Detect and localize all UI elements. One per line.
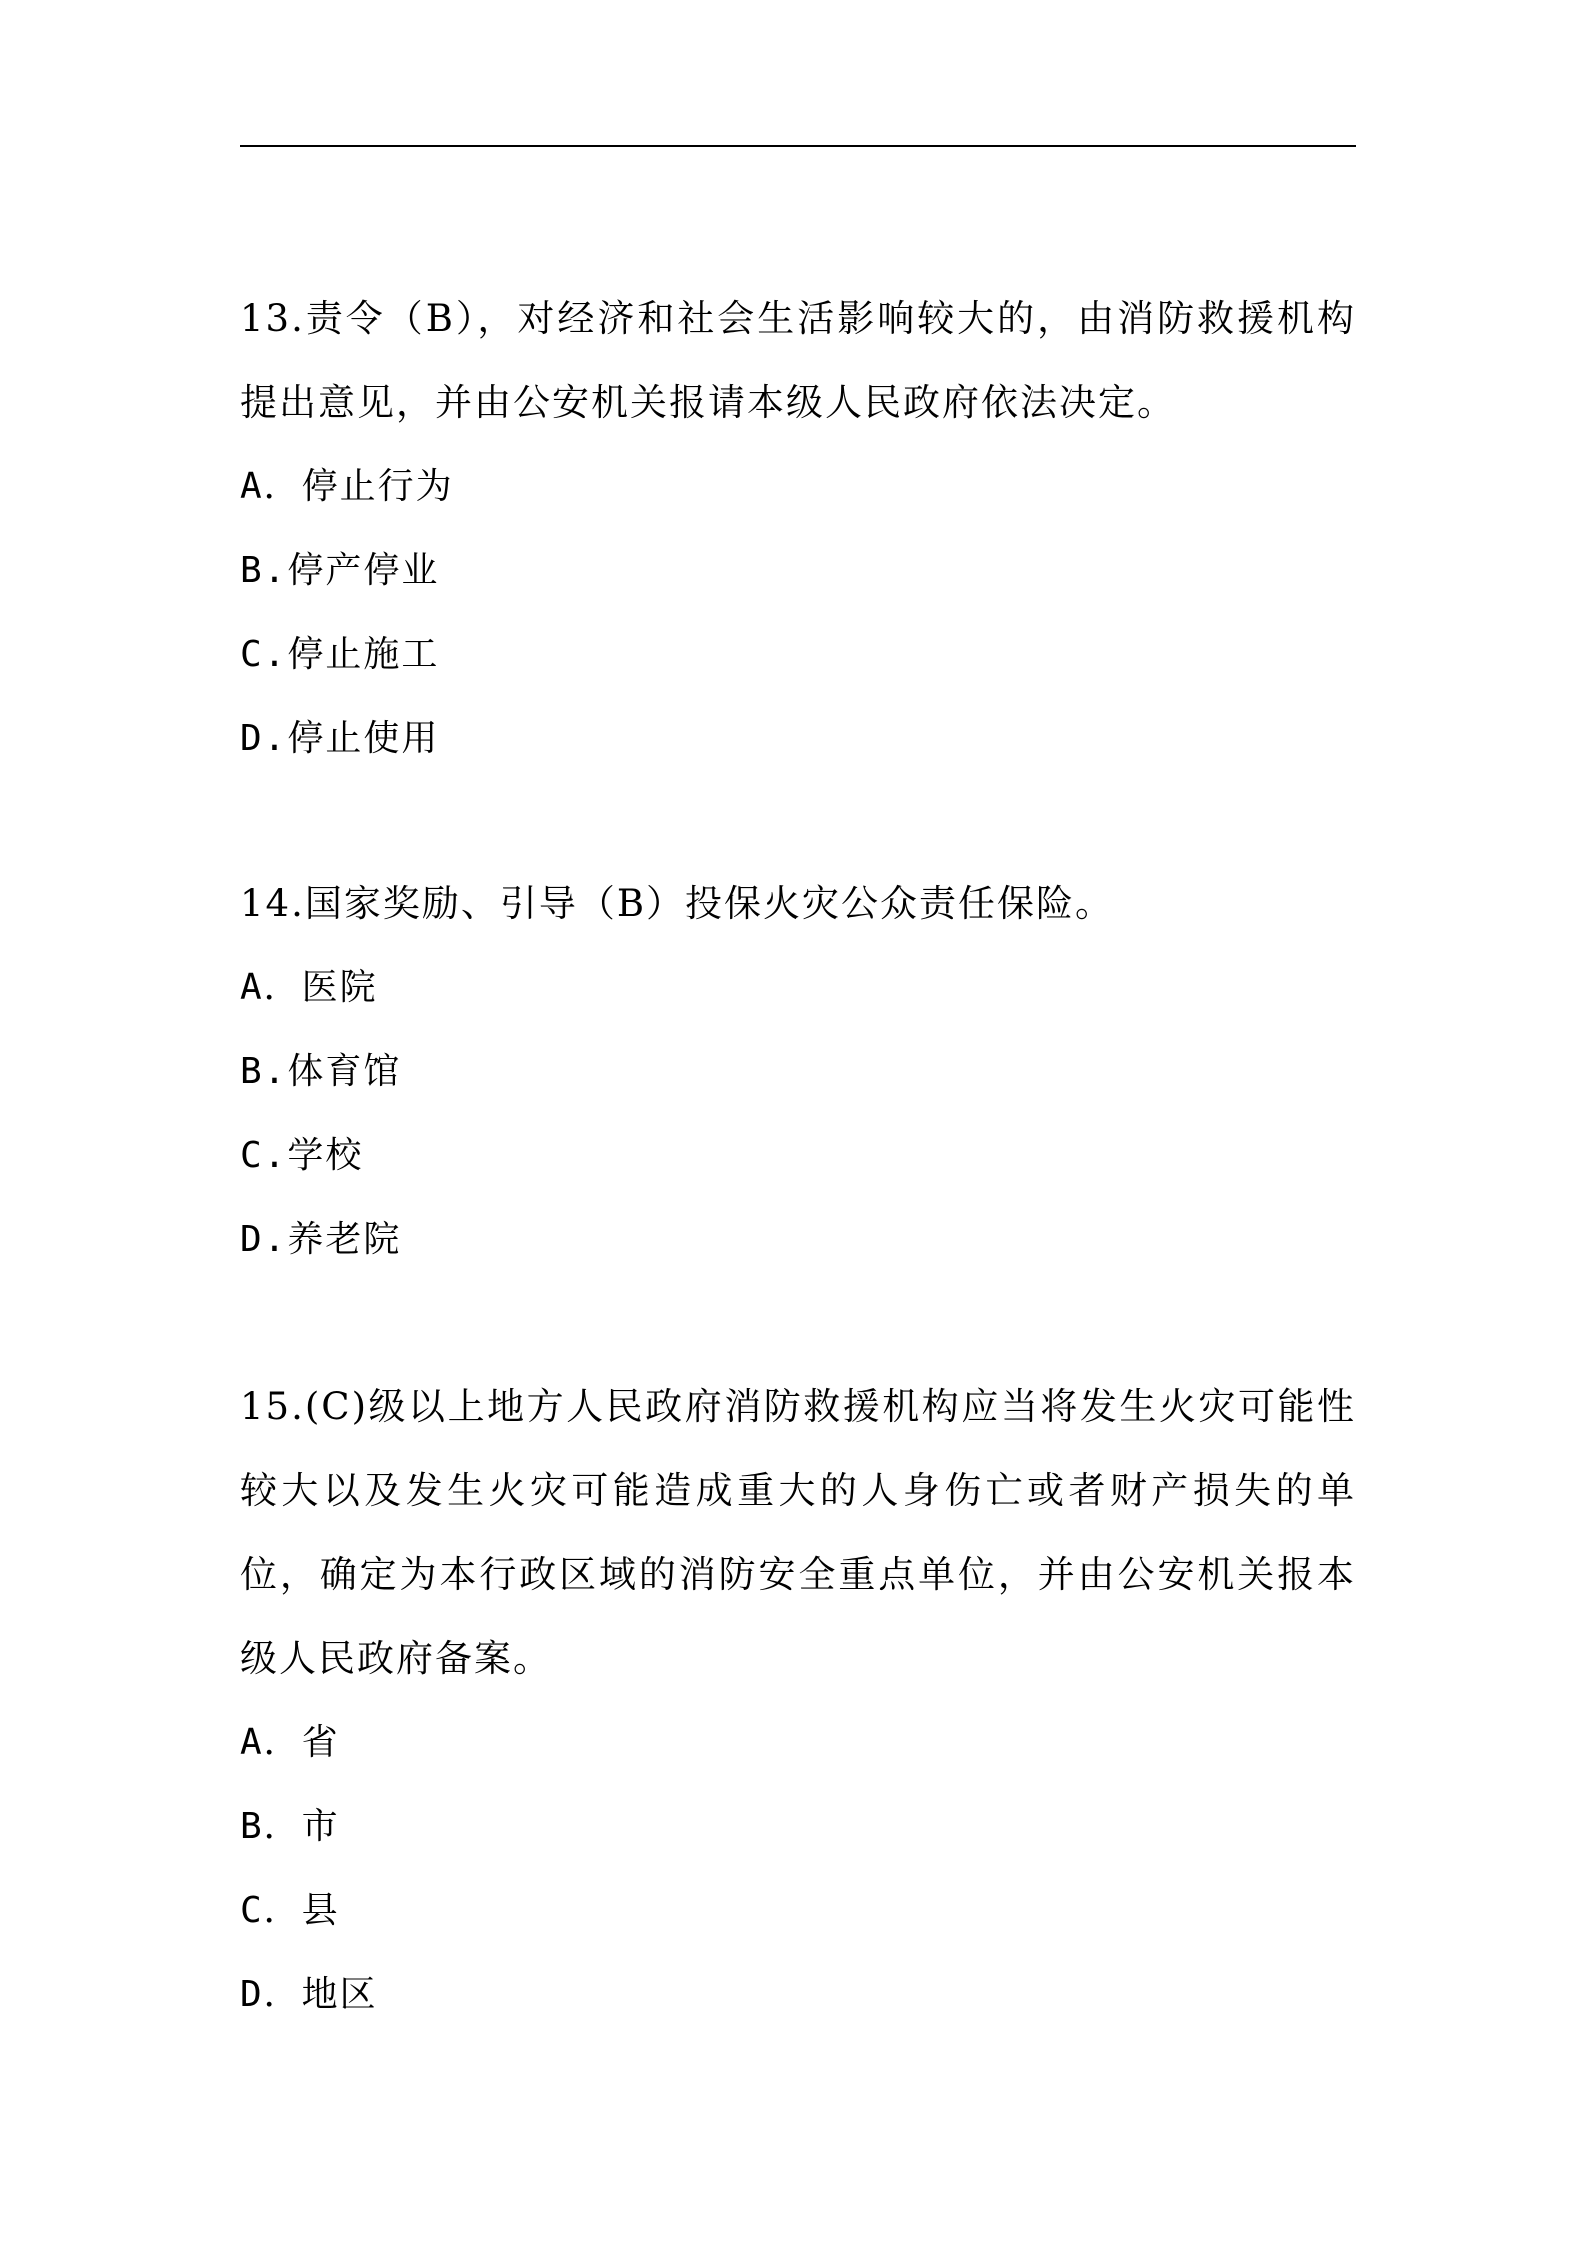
option-c: C.学校 — [240, 1135, 364, 1176]
option-d: D.停止使用 — [240, 718, 440, 759]
option-d: D.养老院 — [240, 1219, 402, 1260]
option-b: B．市 — [240, 1806, 340, 1847]
option-a: A．医院 — [240, 967, 378, 1008]
question-stem: 13.责令（B），对经济和社会生活影响较大的，由消防救援机构提出意见，并由公安机关报请本级人民政府依法决定。 — [240, 297, 1356, 424]
question-stem: 15.(C)级以上地方人民政府消防救援机构应当将发生火灾可能性较大以及发生火灾可能造成重大的人身伤亡或者财产损失的单位，确定为本行政区域的消防安全重点单位，并由公安机关报本级人民政府备案。 — [240, 1385, 1356, 1680]
option-b: B.体育馆 — [240, 1051, 402, 1092]
header-rule — [240, 145, 1356, 147]
question-stem: 14.国家奖励、引导（B）投保火灾公众责任保险。 — [240, 882, 1115, 925]
question-14 — [240, 862, 1356, 1282]
option-a: A．停止行为 — [240, 466, 454, 507]
option-d: D．地区 — [240, 1974, 378, 2015]
question-15 — [240, 1365, 1356, 2037]
question-13 — [240, 277, 1356, 781]
option-c: C．县 — [240, 1890, 340, 1931]
option-c: C.停止施工 — [240, 634, 440, 675]
option-a: A．省 — [240, 1722, 340, 1763]
option-b: B.停产停业 — [240, 550, 440, 591]
